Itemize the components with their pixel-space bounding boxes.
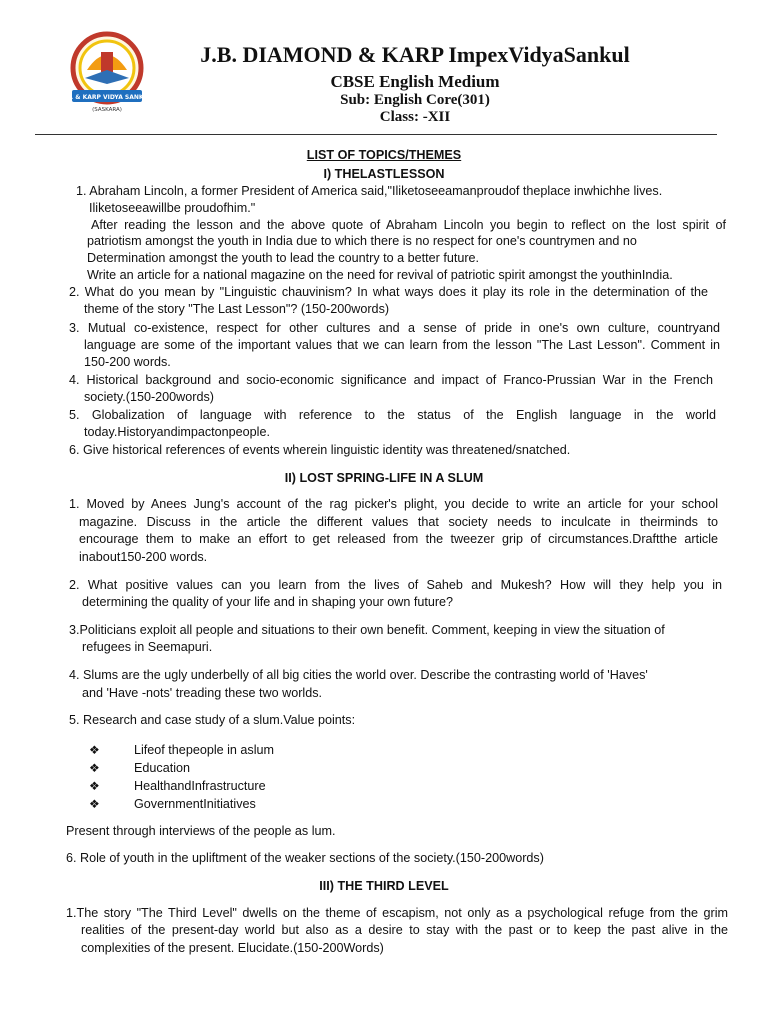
s3-q1-line2: realities of the present-day world but also as a desire to stay with the past or to keep the past alive in the — [81, 923, 728, 937]
bullet-item: Education — [134, 761, 191, 775]
s1-q3-line3: 150-200 words. — [84, 355, 171, 369]
section-heading-1: I) THELASTLESSON — [323, 167, 445, 181]
diamond-bullet-icon: ❖ — [89, 743, 100, 757]
diamond-bullet-icon: ❖ — [89, 761, 100, 775]
s1-q1-line1: 1. Abraham Lincoln, a former President of America said,"Iliketoseeamanproudof theplace inwhichhe lives. — [76, 184, 663, 198]
s2-q1-line1: 1. Moved by Anees Jung's account of the rag picker's plight, you decide to write an article for your school — [69, 497, 718, 511]
s2-q4-line1: 4. Slums are the ugly underbelly of all big cities the world over. Describe the contrasting world of 'Haves' — [69, 668, 648, 682]
s1-q1-line4: patriotism amongst the youth in India due to which there is no respect for one's countrymen and no — [87, 234, 637, 248]
s1-q2-line1: 2. What do you mean by "Linguistic chauvinism? In what ways does it play its role in the determination of the — [69, 285, 708, 299]
s2-q6: 6. Role of youth in the upliftment of the weaker sections of the society.(150-200words) — [66, 851, 544, 865]
class-label: Class: -XII — [379, 109, 451, 125]
medium: CBSE English Medium — [330, 72, 500, 91]
section-heading-3: III) THE THIRD LEVEL — [319, 879, 449, 893]
s1-q4-line1: 4. Historical background and socio-economic significance and impact of Franco-Prussian War in the French — [69, 373, 713, 387]
section-heading-2: II) LOST SPRING-LIFE IN A SLUM — [284, 471, 484, 485]
header-divider — [35, 134, 717, 135]
s1-q4-line2: society.(150-200words) — [84, 390, 214, 404]
s1-q5-line1: 5. Globalization of language with reference to the status of the English language in the world — [69, 408, 716, 422]
s1-q1-line6: Write an article for a national magazine on the need for revival of patriotic spirit amongst the youthinIndia. — [87, 268, 673, 282]
s2-q1-line2: magazine. Discuss in the article the different values that society needs to inculcate in theirminds to — [79, 515, 718, 529]
s2-q1-line3: encourage them to make an effort to get released from the tweezer grip of circumstances.Draftthe article — [79, 532, 718, 546]
s1-q5-line2: today.Historyandimpactonpeople. — [84, 425, 270, 439]
s3-q1-line1: 1.The story "The Third Level" dwells on the theme of escapism, not only as a psychological refuge from the grim — [66, 906, 728, 920]
s1-q1-line2: Iliketoseeawillbe proudofhim." — [89, 201, 256, 215]
diamond-bullet-icon: ❖ — [89, 779, 100, 793]
s2-q3-line2: refugees in Seemapuri. — [82, 640, 213, 654]
diamond-bullet-icon: ❖ — [89, 797, 100, 811]
bullet-item: Lifeof thepeople in aslum — [134, 743, 275, 757]
svg-text:J.B. & KARP VIDYA SANKUL: J.B. & KARP VIDYA SANKUL — [61, 94, 153, 101]
s2-q5: 5. Research and case study of a slum.Value points: — [69, 713, 356, 727]
s2-present: Present through interviews of the people as lum. — [66, 824, 336, 838]
s2-q2-line1: 2. What positive values can you learn from the lives of Saheb and Mukesh? How will they help you in — [69, 578, 722, 592]
s2-q1-line4: inabout150-200 words. — [79, 550, 208, 564]
school-name: J.B. DIAMOND & KARP ImpexVidyaSankul — [200, 42, 630, 67]
s1-q6: 6. Give historical references of events wherein linguistic identity was threatened/snatched. — [69, 443, 571, 457]
svg-text:(SASKARA): (SASKARA) — [92, 107, 122, 113]
s2-q2-line2: determining the quality of your life and in shaping your own future? — [82, 595, 454, 609]
school-logo — [57, 30, 157, 116]
s1-q2-line2: theme of the story "The Last Lesson"? (150-200words) — [84, 302, 390, 316]
s2-q4-line2: and 'Have -nots' treading these two worlds. — [82, 686, 323, 700]
s3-q1-line3: complexities of the present. Elucidate.(150-200Words) — [81, 941, 384, 955]
s1-q1-line5: Determination amongst the youth to lead the country to a better future. — [87, 251, 480, 265]
s1-q1-line3: After reading the lesson and the above quote of Abraham Lincoln you begin to reflect on the lost spirit of — [91, 218, 726, 232]
list-title: LIST OF TOPICS/THEMES — [306, 148, 462, 162]
s2-q3-line1: 3.Politicians exploit all people and situations to their own benefit. Comment, keeping in view the situation of — [69, 623, 665, 637]
bullet-item: HealthandInfrastructure — [134, 779, 266, 793]
bullet-item: GovernmentInitiatives — [134, 797, 256, 811]
s1-q3-line1: 3. Mutual co-existence, respect for other cultures and a sense of pride in one's own culture, countryand — [69, 321, 720, 335]
subject: Sub: English Core(301) — [340, 92, 490, 108]
s1-q3-line2: language are some of the important values that we can learn from the lesson "The Last Lesson". Comment in — [84, 338, 720, 352]
